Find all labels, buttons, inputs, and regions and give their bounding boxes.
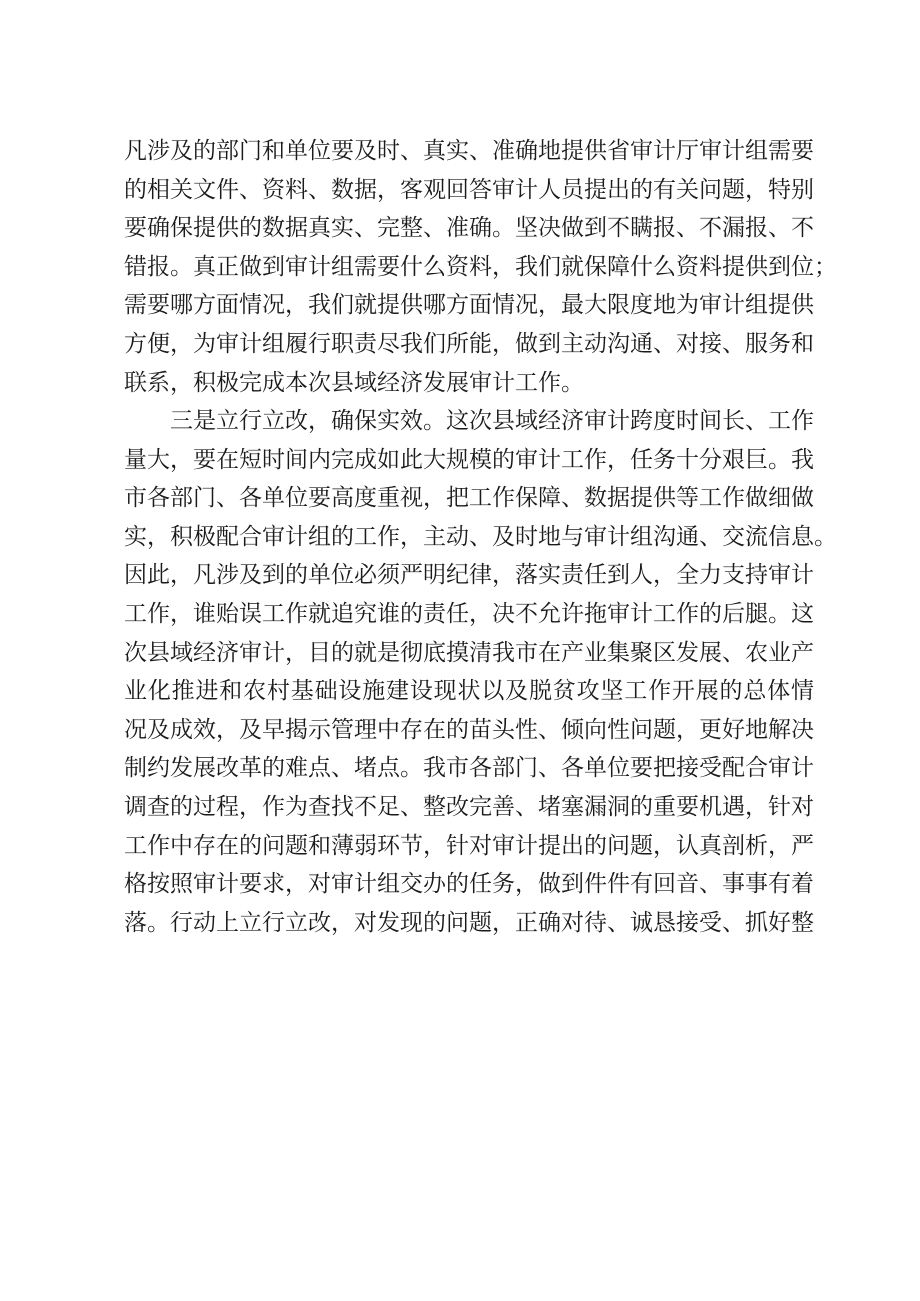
text-line: 制约发展改革的难点、堵点。我市各部门、各单位要把接受配合审计 <box>124 755 814 782</box>
text-line: 需要哪方面情况，我们就提供哪方面情况，最大限度地为审计组提供 <box>124 292 814 319</box>
text-line: 要确保提供的数据真实、完整、准确。坚决做到不瞒报、不漏报、不 <box>124 215 814 242</box>
text-line: 因此，凡涉及到的单位必须严明纪律，落实责任到人，全力支持审计 <box>124 562 814 589</box>
text-line: 况及成效，及早揭示管理中存在的苗头性、倾向性问题，更好地解决 <box>124 716 814 743</box>
text-line: 次县域经济审计，目的就是彻底摸清我市在产业集聚区发展、农业产 <box>124 639 814 666</box>
text-line: 方便，为审计组履行职责尽我们所能，做到主动沟通、对接、服务和 <box>124 330 814 357</box>
text-line: 格按照审计要求，对审计组交办的任务，做到件件有回音、事事有着 <box>124 871 814 898</box>
text-line: 落。行动上立行立改，对发现的问题，正确对待、诚恳接受、抓好整 <box>124 909 814 936</box>
text-line: 三是立行立改，确保实效。这次县域经济审计跨度时间长、工作 <box>170 408 814 434</box>
text-line: 业化推进和农村基础设施建设现状以及脱贫攻坚工作开展的总体情 <box>124 678 814 705</box>
text-line: 市各部门、各单位要高度重视，把工作保障、数据提供等工作做细做 <box>124 485 814 512</box>
text-line: 的相关文件、资料、数据，客观回答审计人员提出的有关问题，特别 <box>124 176 814 203</box>
text-line: 实，积极配合审计组的工作，主动、及时地与审计组沟通、交流信息。 <box>124 523 837 550</box>
text-line: 量大，要在短时间内完成如此大规模的审计工作，任务十分艰巨。我 <box>124 446 814 473</box>
text-line: 工作，谁贻误工作就追究谁的责任，决不允许拖审计工作的后腿。这 <box>124 600 814 627</box>
text-line: 联系，积极完成本次县域经济发展审计工作。 <box>124 369 584 396</box>
text-line: 错报。真正做到审计组需要什么资料，我们就保障什么资料提供到位； <box>124 253 837 280</box>
text-line: 工作中存在的问题和薄弱环节，针对审计提出的问题，认真剖析，严 <box>124 832 814 859</box>
paragraph-2 <box>124 402 837 942</box>
text-line: 凡涉及的部门和单位要及时、真实、准确地提供省审计厅审计组需要 <box>124 138 814 164</box>
text-line: 调查的过程，作为查找不足、整改完善、堵塞漏洞的重要机遇，针对 <box>124 793 814 820</box>
paragraph-1 <box>124 132 837 402</box>
